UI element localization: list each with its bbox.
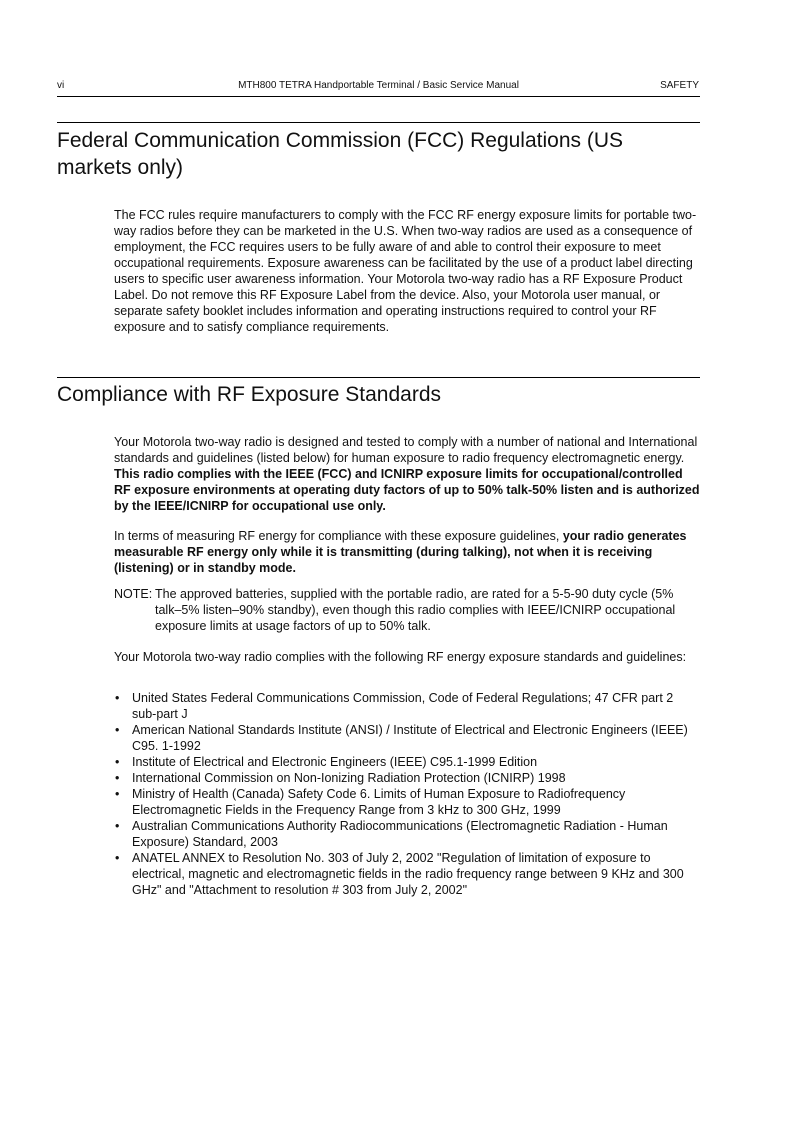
standard-text: International Commission on Non-Ionizing Radiation Protection (ICNIRP) 1998 — [132, 771, 566, 785]
fcc-paragraph: The FCC rules require manufacturers to comply with the FCC RF energy exposure limits for portable two-way radios before they can be marketed in the U.S. When two-way radios are used as a consequence of employment, the FCC requires users to be fully aware of and able to control their exposure to meet occupational requirements. Exposure awareness can be facilitated by the use of a product label directing users to specific user awareness information. Your Motorola two-way radio has a RF Exposure Product Label. Do not remove this RF Exposure Label from the device. Also, your Motorola user manual, or separate safety booklet includes information and operating instructions required to control your RF exposure and to satisfy compliance requirements. — [114, 208, 697, 334]
section-divider-fcc — [57, 122, 700, 123]
list-item — [114, 754, 700, 770]
compliance-p1-text: Your Motorola two-way radio is designed and tested to comply with a number of national and International standards and guidelines (listed below) for human exposure to radio frequency electromagnetic energy. — [114, 435, 698, 465]
compliance-paragraph-1 — [114, 434, 700, 514]
bullet-icon: • — [115, 723, 120, 737]
bullet-icon: • — [115, 755, 120, 769]
bullet-icon: • — [115, 771, 120, 785]
compliance-p2-bold: your radio generates measurable RF energy only while it is transmitting (during talking), not when it is receiving (listening) or in standby mode. — [114, 529, 687, 575]
page-header — [57, 80, 700, 97]
standard-text: United States Federal Communications Commission, Code of Federal Regulations; 47 CFR part 2 sub-part J — [132, 691, 674, 721]
page-number: vi — [57, 80, 65, 91]
standard-text: American National Standards Institute (ANSI) / Institute of Electrical and Electronic Engineers (IEEE) C95. 1-1992 — [132, 723, 688, 753]
document-title: MTH800 TETRA Handportable Terminal / Basic Service Manual — [238, 80, 519, 91]
section-name: SAFETY — [660, 80, 699, 91]
note-label: NOTE: — [114, 587, 153, 601]
compliance-p1-bold: This radio complies with the IEEE (FCC) and ICNIRP exposure limits for occupational/controlled RF exposure environments at operating duty factors of up to 50% talk-50% listen and is authorized by the IEEE/ICNIRP for occupational use only. — [114, 467, 700, 513]
bullet-icon: • — [115, 787, 120, 801]
section-divider-compliance — [57, 377, 700, 378]
list-item — [114, 786, 700, 818]
standard-text: Australian Communications Authority Radiocommunications (Electromagnetic Radiation - Human Exposure) Standard, 2003 — [132, 819, 668, 849]
compliance-p2-text: In terms of measuring RF energy for compliance with these exposure guidelines, — [114, 529, 563, 543]
compliance-heading: Compliance with RF Exposure Standards — [57, 383, 442, 406]
standard-text: Ministry of Health (Canada) Safety Code 6. Limits of Human Exposure to Radiofrequency Electromagnetic Fields in the Frequency Range from 3 kHz to 300 GHz, 1999 — [132, 787, 626, 817]
bullet-icon: • — [115, 851, 120, 865]
bullet-icon: • — [115, 819, 120, 833]
note-text: The approved batteries, supplied with the portable radio, are rated for a 5-5-90 duty cycle (5% talk–5% listen–90% standby), even though this radio complies with IEEE/ICNIRP occupational exposure limits at usage factors of up to 50% talk. — [155, 587, 676, 633]
compliance-paragraph-2 — [114, 528, 700, 576]
standard-text: ANATEL ANNEX to Resolution No. 303 of July 2, 2002 "Regulation of limitation of exposure to electrical, magnetic and electromagnetic fields in the radio frequency range between 9 KHz and 300 GHz" and "Attachment to resolution # 303 from July 2, 2002" — [132, 851, 684, 897]
standard-text: Institute of Electrical and Electronic Engineers (IEEE) C95.1-1999 Edition — [132, 755, 538, 769]
standards-list — [114, 690, 700, 898]
list-item — [114, 770, 700, 786]
note-block — [114, 586, 700, 634]
compliance-paragraph-3: Your Motorola two-way radio complies with the following RF energy exposure standards and guidelines: — [114, 650, 687, 664]
list-item — [114, 818, 700, 850]
fcc-heading: Federal Communication Commission (FCC) Regulations (US markets only) — [57, 129, 624, 179]
list-item — [114, 722, 700, 754]
list-item — [114, 690, 700, 722]
list-item — [114, 850, 700, 898]
bullet-icon: • — [115, 691, 120, 705]
